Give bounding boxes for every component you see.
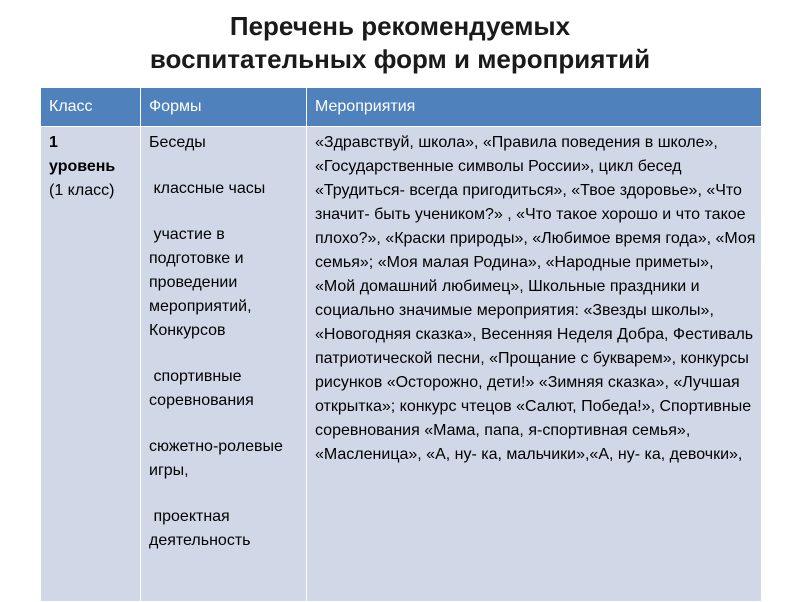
forms-cell — [141, 127, 307, 602]
form-item: сюжетно-ролевые игры, — [149, 438, 283, 479]
title-line-2: воспитательных форм и мероприятий — [149, 44, 651, 74]
form-item: классные часы — [149, 180, 266, 197]
class-level-number: 1 — [49, 134, 58, 151]
class-note: (1 класс) — [49, 182, 115, 199]
form-item: спортивные соревнования — [149, 368, 254, 409]
title-line-1: Перечень рекомендуемых — [229, 11, 571, 41]
events-table — [40, 87, 762, 602]
class-level-word: уровень — [49, 158, 116, 175]
form-item: Беседы — [149, 134, 206, 151]
page-title — [0, 10, 800, 76]
events-text: «Здравствуй, школа», «Правила поведения в школе», «Государственные символы России», цикл бесед «Трудиться- всегда пригодиться», «Твое здоровье», «Что значит- быть учеником?» , «Что такое хорошо и что такое плохо?», «Краски природы», «Любимое время года», «Моя семья»; «Моя малая Родина», «Народные приметы», «Мой домашний любимец», Школьные праздники и социально значимые мероприятия: «Звезды школы», «Новогодняя сказка», Весенняя Неделя Добра, Фестиваль патриотической песни, «Прощание с букварем», конкурсы рисунков «Осторожно, дети!» «Зимняя сказка», «Лучшая открытка»; конкурс чтецов «Салют, Победа!», Спортивные соревнования «Мама, папа, я-спортивная семья», «Масленица», «А, ну- ка, мальчики»,«А, ну- ка, девочки», — [315, 134, 756, 463]
header-class: Класс — [41, 88, 141, 127]
header-events: Мероприятия — [307, 88, 762, 127]
table-row — [41, 127, 762, 602]
form-item: участие в подготовке и проведении мероприятий, Конкурсов — [149, 226, 256, 339]
form-item: проектная деятельность — [149, 508, 251, 549]
table-header-row — [41, 88, 762, 127]
class-cell — [41, 127, 141, 602]
events-cell — [307, 127, 762, 602]
header-forms: Формы — [141, 88, 307, 127]
